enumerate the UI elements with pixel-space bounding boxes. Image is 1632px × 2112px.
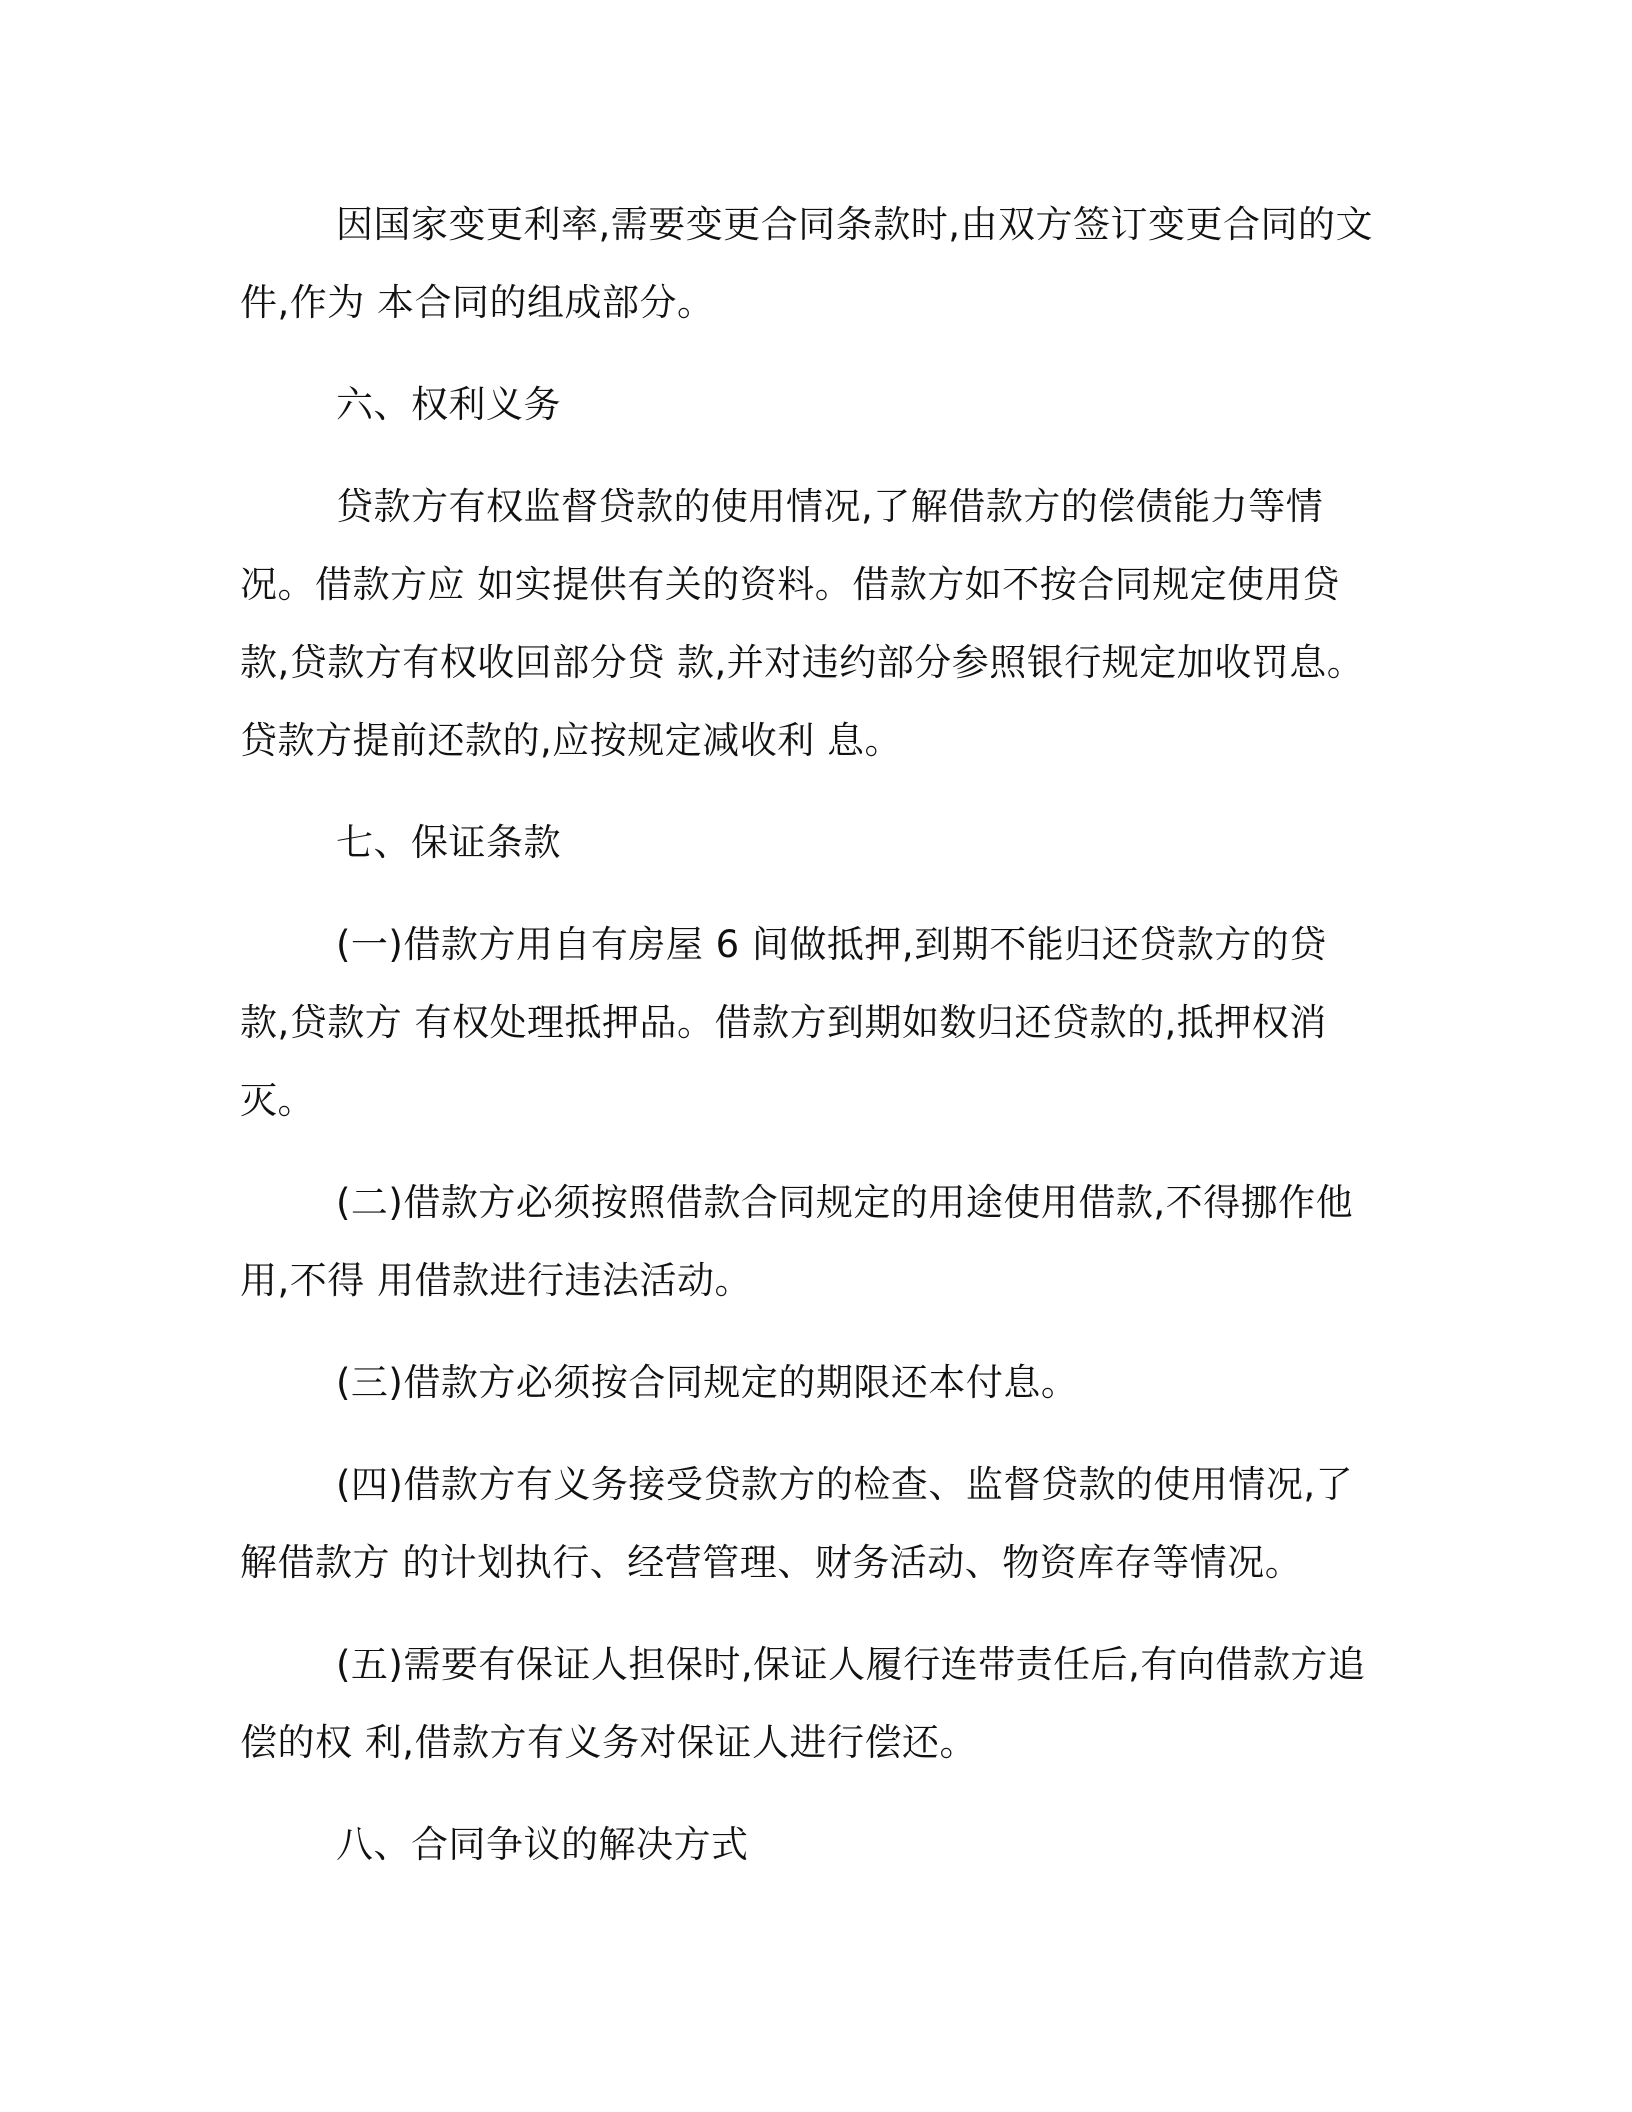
paragraph-guarantee-4: (四)借款方有义务接受贷款方的检查、监督贷款的使用情况,了解借款方 的计划执行、经营管理、财务活动、物资库存等情况。	[240, 1463, 1354, 1584]
section-heading-rights-obligations: 六、权利义务	[336, 383, 561, 426]
paragraph-rights-obligations: 贷款方有权监督贷款的使用情况,了解借款方的偿债能力等情况。借款方应 如实提供有关的资料。借款方如不按合同规定使用贷款,贷款方有权收回部分贷 款,并对违约部分参照银行规定加收罚息。贷款方提前还款的,应按规定减收利 息。	[240, 485, 1365, 762]
paragraph-interest-rate-change: 因国家变更利率,需要变更合同条款时,由双方签订变更合同的文件,作为 本合同的组成部分。	[240, 203, 1374, 324]
paragraph-guarantee-3: (三)借款方必须按合同规定的期限还本付息。	[336, 1361, 1079, 1404]
paragraph-guarantee-2: (二)借款方必须按照借款合同规定的用途使用借款,不得挪作他用,不得 用借款进行违法活动。	[240, 1181, 1354, 1302]
paragraph-guarantee-5: (五)需要有保证人担保时,保证人履行连带责任后,有向借款方追偿的权 利,借款方有义务对保证人进行偿还。	[240, 1643, 1366, 1764]
document-body	[240, 186, 1375, 1908]
section-heading-dispute-resolution: 八、合同争议的解决方式	[336, 1823, 749, 1866]
section-heading-guarantee-terms: 七、保证条款	[336, 821, 561, 864]
paragraph-guarantee-1: (一)借款方用自有房屋 6 间做抵押,到期不能归还贷款方的贷款,贷款方 有权处理抵押品。借款方到期如数归还贷款的,抵押权消灭。	[240, 923, 1327, 1122]
